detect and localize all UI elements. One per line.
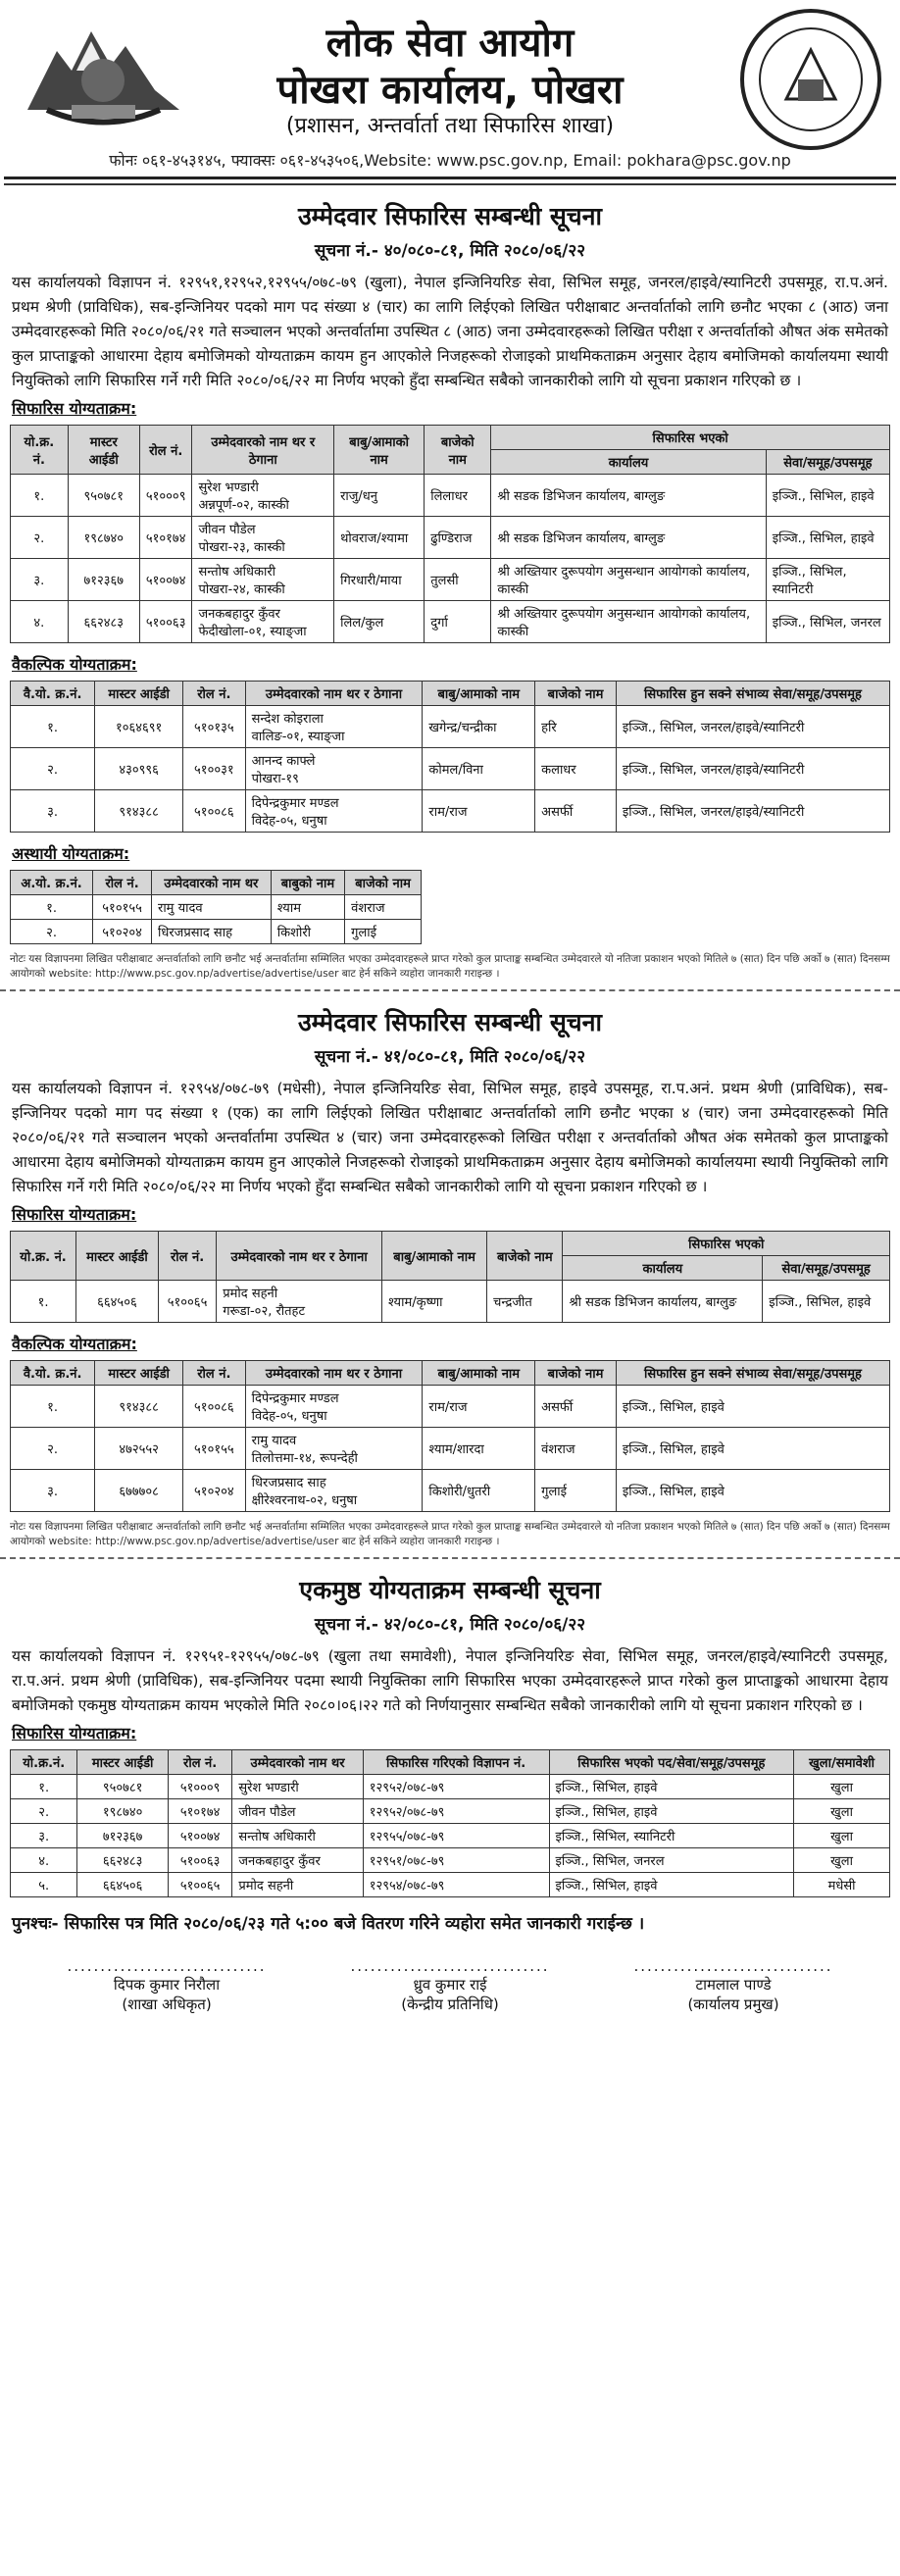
table-cell: गिरधारी/माया — [334, 559, 425, 601]
column-header: रोल नं. — [158, 1232, 216, 1281]
table-row — [11, 475, 890, 517]
table-cell: श्याम/कृष्णा — [382, 1281, 487, 1323]
table-cell: प्रमोद सहनी गरूडा-०२, रौतहट — [217, 1281, 382, 1323]
column-header: बाजेको नाम — [425, 426, 491, 475]
column-header: उम्मेदवारको नाम थर र ठेगाना — [217, 1232, 382, 1281]
office-title: पोखरा कार्यालय, पोखरा — [276, 68, 624, 113]
notice-40 — [0, 199, 900, 982]
table-cell: सन्तोष अधिकारी — [232, 1824, 363, 1848]
table-cell: ५१०२०४ — [93, 920, 152, 944]
table-cell: दिपेन्द्रकुमार मण्डल विदेह-०५, धनुषा — [245, 790, 423, 833]
table-cell: २. — [11, 920, 93, 944]
notice-body: यस कार्यालयको विज्ञापन नं. १२९५१-१२९५५/०७८-७९ (खुला तथा समावेशी), नेपाल इन्जिनियरिङ सेवा, सिभिल समूह, जनरल/हाइवे/स्यानिटरी उपसमूह, रा.प.अनं. प्रथम श्रेणी (प्राविधिक), सब-इन्जिनियर पदमा स्थायी नियुक्तिका लागि सिफारिस भएका उम्मेदवारहरूले प्राप्त गरेको कुल प्राप्ताङ्कको आधारमा देहाय बमोजिमको एकमुष्ठ योग्यताक्रम कायम भएकोले मिति २०८०।०६।२२ गते को निर्णयानुसार सम्बन्धित सबैको जानकारीको लागि यो सूचना प्रकाशन गरिएको छ । — [12, 1647, 888, 1714]
recommendation-table — [10, 1231, 890, 1323]
table-cell: १. — [11, 475, 69, 517]
column-header: कार्यालय — [491, 450, 766, 475]
table-cell: ५१००८६ — [183, 1386, 246, 1428]
signatory-role: (केन्द्रीय प्रतिनिधि) — [401, 1995, 499, 2013]
table-cell: इञ्जि., सिभिल, हाइवे — [616, 1428, 889, 1470]
table-cell: ५. — [11, 1873, 77, 1897]
column-header: यो.क्र. नं. — [11, 1232, 76, 1281]
table-cell: सुरेश भण्डारी अन्नपूर्ण-०२, कास्की — [192, 475, 334, 517]
alternative-table — [10, 1360, 890, 1512]
table-cell: इञ्जि., सिभिल, जनरल/हाइवे/स्यानिटरी — [616, 706, 889, 748]
table-cell: ५१००७४ — [168, 1824, 232, 1848]
notice-heading: उम्मेदवार सिफारिस सम्बन्धी सूचना — [297, 1008, 603, 1036]
table-cell: श्री सडक डिभिजन कार्यालय, बाग्लुङ — [563, 1281, 763, 1323]
table-cell: श्याम/शारदा — [423, 1428, 535, 1470]
table-cell: ५१००८६ — [183, 790, 246, 833]
header-row — [11, 1232, 890, 1256]
table-row — [11, 748, 890, 790]
table-row — [11, 1281, 890, 1323]
table-cell: दिपेन्द्रकुमार मण्डल विदेह-०५, धनुषा — [245, 1386, 423, 1428]
table-cell: १. — [11, 895, 93, 920]
table-cell: २. — [11, 1799, 77, 1824]
table-cell: तुलसी — [425, 559, 491, 601]
table-row — [11, 790, 890, 833]
section-title: सिफारिस योग्यताक्रम: — [12, 399, 137, 418]
table-cell: ५१००७४ — [139, 559, 192, 601]
table-cell: राजु/धनु — [334, 475, 425, 517]
table-cell: श्री अख्तियार दुरूपयोग अनुसन्धान आयोगको कार्यालय, कास्की — [491, 601, 766, 643]
table-cell: ६७७७०८ — [95, 1470, 183, 1512]
column-header: मास्टर आईडी — [68, 426, 139, 475]
table-cell: ६६२४८३ — [77, 1848, 168, 1873]
table-cell: इञ्जि., सिभिल, हाइवे — [766, 475, 889, 517]
table-cell: १. — [11, 1281, 76, 1323]
table-cell: १२९५२/०७८-७९ — [363, 1775, 549, 1799]
table-row — [11, 1799, 890, 1824]
table-cell: ५१००३१ — [183, 748, 246, 790]
section-title: वैकल्पिक योग्यताक्रम: — [12, 655, 137, 674]
table-cell: वंशराज — [345, 895, 422, 920]
column-header: सिफारिस भएको — [563, 1232, 890, 1256]
table-cell: ९५०७८१ — [77, 1775, 168, 1799]
contact-line: फोनः ०६१-४५३१४५, फ्याक्सः ०६१-४५३५०६,Website: www.psc.gov.np, Email: pokhara@psc.gov.np — [109, 151, 791, 170]
table-cell: २. — [11, 748, 95, 790]
column-header: वै.यो. क्र.नं. — [11, 682, 95, 706]
signatory-name: टामलाल पाण्डे — [695, 1976, 772, 1994]
table-cell: सुरेश भण्डारी — [232, 1775, 363, 1799]
table-cell: ४. — [11, 1848, 77, 1873]
table-cell: ५१०१७४ — [139, 517, 192, 559]
table-cell: खुला — [794, 1799, 890, 1824]
table-cell: १. — [11, 706, 95, 748]
table-cell: ३. — [11, 1470, 95, 1512]
column-header: उम्मेदवारको नाम थर — [232, 1750, 363, 1775]
table-row — [11, 1848, 890, 1873]
table-cell: खुला — [794, 1848, 890, 1873]
column-header: खुला/समावेशी — [794, 1750, 890, 1775]
table-row — [11, 1470, 890, 1512]
column-header: मास्टर आईडी — [95, 1361, 183, 1386]
table-cell: श्री अख्तियार दुरूपयोग अनुसन्धान आयोगको कार्यालय, कास्की — [491, 559, 766, 601]
table-cell: २. — [11, 517, 69, 559]
table-cell: ९५०७८१ — [68, 475, 139, 517]
column-header: बाबुको नाम — [271, 871, 344, 895]
table-cell: ५१०१७४ — [168, 1799, 232, 1824]
table-cell: १२९५४/०७८-७९ — [363, 1873, 549, 1897]
table-cell: ५१०००९ — [139, 475, 192, 517]
table-cell: जनकबहादुर कुँवर फेदीखोला-०१, स्याङ्जा — [192, 601, 334, 643]
table-cell: जीवन पौडेल — [232, 1799, 363, 1824]
table-cell: गुलाई — [345, 920, 422, 944]
table-cell: ७१२३६७ — [77, 1824, 168, 1848]
table-row — [11, 1428, 890, 1470]
table-cell: ४७२५५२ — [95, 1428, 183, 1470]
table-cell: इञ्जि., सिभिल, हाइवे — [763, 1281, 890, 1323]
section-title: सिफारिस योग्यताक्रम: — [12, 1205, 137, 1224]
signatory-role: (शाखा अधिकृत) — [122, 1995, 212, 2013]
header-row — [11, 871, 422, 895]
table-cell: ७१२३६७ — [68, 559, 139, 601]
table-cell: गुलाई — [535, 1470, 617, 1512]
table-cell: ५१००६३ — [168, 1848, 232, 1873]
section-divider — [0, 989, 900, 991]
table-cell: श्री सडक डिभिजन कार्यालय, बाग्लुङ — [491, 475, 766, 517]
signature-line: .............................. — [67, 1957, 267, 1975]
alternative-table — [10, 681, 890, 833]
table-cell: १. — [11, 1775, 77, 1799]
table-cell: ५१०१५५ — [183, 1428, 246, 1470]
column-header: अ.यो. क्र.नं. — [11, 871, 93, 895]
notice-number: सूचना नं.- ४२/०८०-८१, मिति २०८०/०६/२२ — [314, 1615, 586, 1635]
header-row — [11, 1361, 890, 1386]
table-cell: १२९५२/०७८-७९ — [363, 1799, 549, 1824]
table-cell: ५१००६५ — [168, 1873, 232, 1897]
table-cell: रामु यादव तिलोत्तमा-१४, रूपन्देही — [245, 1428, 423, 1470]
table-cell: इञ्जि., सिभिल, हाइवे — [616, 1470, 889, 1512]
table-cell: ३. — [11, 1824, 77, 1848]
header-row — [11, 426, 890, 450]
table-cell: लिल/कुल — [334, 601, 425, 643]
table-cell: ४. — [11, 601, 69, 643]
column-header: बाबु/आमाको नाम — [423, 682, 535, 706]
table-cell: ९१४३८८ — [95, 1386, 183, 1428]
section-divider — [0, 1557, 900, 1559]
table-cell: इञ्जि., सिभिल, हाइवे — [549, 1799, 794, 1824]
table-cell: १९८७४० — [68, 517, 139, 559]
signature-line: .............................. — [350, 1957, 550, 1975]
table-cell: किशोरी — [271, 920, 344, 944]
column-header: बाबु/आमाको नाम — [334, 426, 425, 475]
column-header: बाबु/आमाको नाम — [382, 1232, 487, 1281]
signatory-name: दिपक कुमार निरौला — [113, 1976, 221, 1994]
table-cell: खुला — [794, 1775, 890, 1799]
table-cell: ६६४५०६ — [76, 1281, 159, 1323]
column-header: सेवा/समूह/उपसमूह — [766, 450, 889, 475]
table-cell: इञ्जि., सिभिल, हाइवे — [616, 1386, 889, 1428]
table-cell: जीवन पौडेल पोखरा-२३, कास्की — [192, 517, 334, 559]
branch-title: (प्रशासन, अन्तर्वार्ता तथा सिफारिस शाखा) — [285, 114, 615, 138]
notice-heading: एकमुष्ठ योग्यताक्रम सम्बन्धी सूचना — [299, 1576, 601, 1604]
table-row — [11, 1386, 890, 1428]
table-row — [11, 1873, 890, 1897]
table-cell: श्याम — [271, 895, 344, 920]
table-cell: जनकबहादुर कुँवर — [232, 1848, 363, 1873]
table-row — [11, 517, 890, 559]
table-row — [11, 1824, 890, 1848]
column-header: सिफारिस हुन सक्ने संभाव्य सेवा/समूह/उपसमूह — [616, 682, 889, 706]
column-header: रोल नं. — [183, 1361, 246, 1386]
recommendation-table — [10, 425, 890, 643]
column-header: सिफारिस भएको पद/सेवा/समूह/उपसमूह — [549, 1750, 794, 1775]
signatory-role: (कार्यालय प्रमुख) — [687, 1995, 779, 2013]
table-cell: इञ्जि., सिभिल, जनरल/हाइवे/स्यानिटरी — [616, 748, 889, 790]
table-cell: १. — [11, 1386, 95, 1428]
column-header: सिफारिस भएको — [491, 426, 890, 450]
column-header: सिफारिस हुन सक्ने संभाव्य सेवा/समूह/उपसमूह — [616, 1361, 889, 1386]
temporary-table — [10, 870, 422, 944]
column-header: सिफारिस गरिएको विज्ञापन नं. — [363, 1750, 549, 1775]
table-cell: ५१०१५५ — [93, 895, 152, 920]
table-row — [11, 895, 422, 920]
signatory — [323, 1957, 577, 2014]
table-cell: मधेसी — [794, 1873, 890, 1897]
column-header: रोल नं. — [168, 1750, 232, 1775]
table-cell: राम/राज — [423, 790, 535, 833]
org-title: लोक सेवा आयोग — [325, 21, 575, 66]
column-header: मास्टर आईडी — [95, 682, 183, 706]
table-cell: इञ्जि., सिभिल, जनरल/हाइवे/स्यानिटरी — [616, 790, 889, 833]
table-row — [11, 601, 890, 643]
table-cell: इञ्जि., सिभिल, स्यानिटरी — [549, 1824, 794, 1848]
table-cell: ५१००६५ — [158, 1281, 216, 1323]
column-header: सेवा/समूह/उपसमूह — [763, 1256, 890, 1281]
notice-number: सूचना नं.- ४०/०८०-८१, मिति २०८०/०६/२२ — [314, 241, 586, 261]
table-cell: ६६४५०६ — [77, 1873, 168, 1897]
table-cell: थोवराज/श्यामा — [334, 517, 425, 559]
table-cell: किशोरी/धुतरी — [423, 1470, 535, 1512]
table-cell: रामु यादव — [152, 895, 272, 920]
table-cell: प्रमोद सहनी — [232, 1873, 363, 1897]
column-header: यो.क्र.नं. — [11, 1750, 77, 1775]
table-cell: आनन्द काफ्ले पोखरा-१९ — [245, 748, 423, 790]
column-header: रोल नं. — [93, 871, 152, 895]
table-cell: ढुण्डिराज — [425, 517, 491, 559]
column-header: बाजेको नाम — [487, 1232, 563, 1281]
column-header: बाजेको नाम — [535, 682, 617, 706]
table-cell: १२९५१/०७८-७९ — [363, 1848, 549, 1873]
notice-heading: उम्मेदवार सिफारिस सम्बन्धी सूचना — [297, 202, 603, 230]
column-header: मास्टर आईडी — [77, 1750, 168, 1775]
column-header: बाबु/आमाको नाम — [423, 1361, 535, 1386]
table-cell: सन्तोष अधिकारी पोखरा-२४, कास्की — [192, 559, 334, 601]
table-cell: इञ्जि., सिभिल, हाइवे — [766, 517, 889, 559]
table-row — [11, 920, 422, 944]
notice-body: यस कार्यालयको विज्ञापन नं. १२९५१,१२९५२,१२९५५/०७८-७९ (खुला), नेपाल इन्जिनियरिङ सेवा, सिभिल समूह, जनरल/हाइवे/स्यानिटरी उपसमूह, रा.प.अनं. प्रथम श्रेणी (प्राविधिक), सब-इन्जिनियर पदको माग पद संख्या ४ (चार) का लागि लिईएको लिखित परीक्षाबाट अन्तर्वार्ताको लागि छनौट भएका ८ (आठ) जना उम्मेदवारहरूको मिति २०८०/०६/२१ गते सञ्चालन भएको अन्तर्वार्तामा उपस्थित ८ (आठ) जना उम्मेदवारहरूको लिखित परीक्षा र अन्तर्वार्ताको औषत अंक समेतको कुल प्राप्ताङ्कको आधारमा देहाय बमोजिमको योग्यताक्रम कायम हुन आएकोले निजहरूको रोजाइको प्राथमिकताक्रम अनुसार देहाय बमोजिमको कार्यालयमा स्थायी नियुक्तिको लागि सिफारिस गर्ने गरी मिति २०८०/०६/२२ मा निर्णय भएको हुँदा सम्बन्धित सबैको जानकारीको लागि यो सूचना प्रकाशन गरिएको छ । — [12, 274, 888, 389]
table-cell: इञ्जि., सिभिल, हाइवे — [549, 1775, 794, 1799]
header-row — [11, 682, 890, 706]
table-cell: राम/राज — [423, 1386, 535, 1428]
table-cell: श्री सडक डिभिजन कार्यालय, बाग्लुङ — [491, 517, 766, 559]
table-cell: १०६४६९१ — [95, 706, 183, 748]
notice-footnote: नोटः यस विज्ञापनमा लिखित परीक्षाबाट अन्तर्वार्ताको लागि छनौट भई अन्तर्वार्तामा सम्मिलित भएका उम्मेदवारहरूले प्राप्त गरेको कुल प्राप्ताङ्क सम्बन्धित उम्मेदवारले यो नतिजा प्रकाशन भएको मितिले ७ (सात) दिन पछि अर्को ७ (सात) दिनसम्म आयोगको website: http://www.psc.gov.np/advertise/advertise/user बाट हेर्न सकिने व्यहोरा जानकारी गराइन्छ । — [10, 1521, 890, 1547]
section-title: वैकल्पिक योग्यताक्रम: — [12, 1335, 137, 1353]
table-cell: खुला — [794, 1824, 890, 1848]
column-header: मास्टर आईडी — [76, 1232, 159, 1281]
signatory — [606, 1957, 861, 2014]
header-row — [11, 1750, 890, 1775]
column-header: रोल नं. — [183, 682, 246, 706]
notice-body: यस कार्यालयको विज्ञापन नं. १२९५४/०७८-७९ (मधेसी), नेपाल इन्जिनियरिङ सेवा, सिभिल समूह, हाइवे उपसमूह, रा.प.अनं. प्रथम श्रेणी (प्राविधिक), सब-इन्जिनियर पदको माग पद संख्या १ (एक) का लागि लिईएको लिखित परीक्षाबाट अन्तर्वार्ताको लागि छनौट भएका ४ (चार) जना उम्मेदवारहरूको मिति २०८०/०६/२१ गते सञ्चालन भएको अन्तर्वार्तामा उपस्थित ४ (चार) जना उम्मेदवारहरूको लिखित परीक्षा र अन्तर्वार्ताको औषत अंक समेतको कुल प्राप्ताङ्कको आधारमा देहाय बमोजिमको योग्यताक्रम कायम हुन आएकोले निजहरूको रोजाइको प्राथमिकताक्रम अनुसार देहाय बमोजिमको कार्यालयमा स्थायी नियुक्तिको लागि सिफारिस गर्ने गरी मिति २०८०/०६/२२ मा निर्णय भएको हुँदा सम्बन्धित सबैको जानकारीको लागि यो सूचना प्रकाशन गरिएको छ । — [12, 1080, 888, 1195]
table-cell: दुर्गा — [425, 601, 491, 643]
section-title: अस्थायी योग्यताक्रम: — [12, 844, 130, 863]
table-cell: लिलाधर — [425, 475, 491, 517]
signature-line: .............................. — [633, 1957, 833, 1975]
table-cell: ५१०२०४ — [183, 1470, 246, 1512]
table-cell: ४३०९९६ — [95, 748, 183, 790]
letterhead — [0, 0, 900, 177]
table-cell: धिरजप्रसाद साह — [152, 920, 272, 944]
notice-number: सूचना नं.- ४१/०८०-८१, मिति २०८०/०६/२२ — [314, 1047, 586, 1067]
table-cell: धिरजप्रसाद साह क्षीरेश्वरनाथ-०२, धनुषा — [245, 1470, 423, 1512]
table-cell: इञ्जि., सिभिल, हाइवे — [549, 1873, 794, 1897]
table-cell: इञ्जि., सिभिल, जनरल — [766, 601, 889, 643]
table-cell: चन्द्रजीत — [487, 1281, 563, 1323]
postscript: पुनश्चः- सिफारिस पत्र मिति २०८०/०६/२३ गते ५:०० बजे वितरण गरिने व्यहोरा समेत जानकारी गराईन्छ । — [12, 1914, 645, 1934]
column-header: बाजेको नाम — [535, 1361, 617, 1386]
notice-41 — [0, 1005, 900, 1549]
table-cell: सन्देश कोइराला वालिङ-०१, स्याङ्जा — [245, 706, 423, 748]
table-cell: १२९५५/०७८-७९ — [363, 1824, 549, 1848]
column-header: बाजेको नाम — [345, 871, 422, 895]
table-cell: २. — [11, 1428, 95, 1470]
notice-42 — [0, 1573, 900, 1934]
column-header: यो.क्र. नं. — [11, 426, 69, 475]
table-cell: ५१००६३ — [139, 601, 192, 643]
table-cell: ३. — [11, 559, 69, 601]
table-cell: कलाधर — [535, 748, 617, 790]
column-header: रोल नं. — [139, 426, 192, 475]
table-cell: ६६२४८३ — [68, 601, 139, 643]
table-cell: इञ्जि., सिभिल, स्यानिटरी — [766, 559, 889, 601]
table-cell: इञ्जि., सिभिल, जनरल — [549, 1848, 794, 1873]
column-header: उम्मेदवारको नाम थर र ठेगाना — [245, 682, 423, 706]
notice-footnote: नोटः यस विज्ञापनमा लिखित परीक्षाबाट अन्तर्वार्ताको लागि छनौट भई अन्तर्वार्तामा सम्मिलित भएका उम्मेदवारहरूले प्राप्त गरेको कुल प्राप्ताङ्क सम्बन्धित उम्मेदवारले यो नतिजा प्रकाशन भएको मितिले ७ (सात) दिन पछि अर्को ७ (सात) दिनसम्म आयोगको website: http://www.psc.gov.np/advertise/advertise/user बाट हेर्न सकिने व्यहोरा जानकारी गराइन्छ । — [10, 953, 890, 980]
column-header: उम्मेदवारको नाम थर र ठेगाना — [192, 426, 334, 475]
signatory-name: ध्रुव कुमार राई — [413, 1976, 487, 1994]
table-cell: ५१०००९ — [168, 1775, 232, 1799]
table-cell: कोमल/विना — [423, 748, 535, 790]
header-divider-2 — [4, 183, 896, 185]
table-cell: वंशराज — [535, 1428, 617, 1470]
table-row — [11, 1775, 890, 1799]
table-cell: असर्फी — [535, 1386, 617, 1428]
psc-seal-icon — [737, 6, 884, 153]
table-cell: ९१४३८८ — [95, 790, 183, 833]
table-cell: खगेन्द्र/चन्द्रीका — [423, 706, 535, 748]
table-cell: हरि — [535, 706, 617, 748]
merit-table — [10, 1749, 890, 1897]
signature-block — [39, 1957, 861, 2014]
column-header: वै.यो. क्र.नं. — [11, 1361, 95, 1386]
section-title: सिफारिस योग्यताक्रम: — [12, 1724, 137, 1743]
header-divider — [4, 177, 896, 179]
table-cell: असर्फी — [535, 790, 617, 833]
column-header: कार्यालय — [563, 1256, 763, 1281]
table-row — [11, 559, 890, 601]
column-header: उम्मेदवारको नाम थर र ठेगाना — [245, 1361, 423, 1386]
table-cell: १९८७४० — [77, 1799, 168, 1824]
table-cell: ३. — [11, 790, 95, 833]
signatory — [39, 1957, 294, 2014]
table-row — [11, 706, 890, 748]
table-cell: ५१०१३५ — [183, 706, 246, 748]
column-header: उम्मेदवारको नाम थर — [152, 871, 272, 895]
